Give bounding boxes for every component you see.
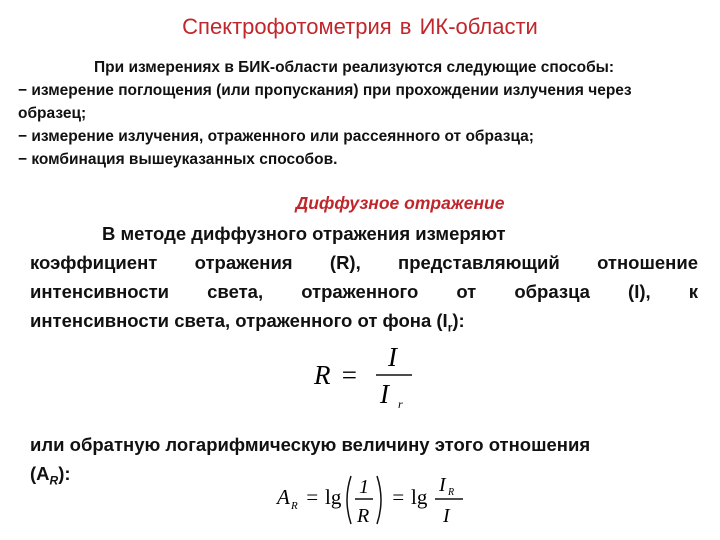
formula-denominator: R [357,505,370,527]
formula-subscript: r [398,397,403,411]
formula-lg: lg [325,485,342,509]
paragraph-line: В методе диффузного отражения измеряют [102,223,506,244]
paragraph-line: или обратную логарифмическую величину этого отношения [30,434,591,455]
paragraph-line: интенсивности света, отраженного от образца (I), к [30,281,698,302]
intro-item: − комбинация вышеуказанных способов. [18,151,338,168]
section-title: Диффузное отражение [295,193,505,213]
formula-numerator: 1 [359,476,369,498]
formula-subscript: R [291,500,298,512]
formula-lhs: A [277,485,290,509]
right-paren [377,476,381,524]
paragraph-text: (A [30,463,50,484]
reflectance-formula [312,341,422,411]
method-paragraph [30,219,698,343]
formula-equals: = [391,485,406,509]
formula-equals: = [305,485,320,509]
paragraph-line [30,306,698,343]
slide-title: Спектрофотометрия в ИК-области [182,14,538,39]
formula-lg: lg [411,485,428,509]
paragraph-text: ): [58,463,71,484]
formula-subscript: R [448,487,455,498]
paragraph-text: интенсивности света, отраженного от фона (I [30,310,448,331]
intro-item: − измерение излучения, отраженного или рассеянного от образца; [18,128,534,145]
intro-lead: При измерениях в БИК-области реализуются следующие способы: [94,59,615,76]
intro-block [18,56,688,171]
formula-numerator: I [439,474,446,496]
paragraph-text: ): [452,310,465,331]
subscript: r [447,320,453,335]
formula-denominator: I [443,505,450,527]
left-paren [347,476,351,524]
intro-item: − измерение поглощения (или пропускания) при прохождении излучения через образец; [18,82,632,122]
formula-denominator: I [380,379,389,409]
subscript: R [49,473,59,488]
formula-equals: = [340,360,359,390]
formula-lhs: R [314,360,331,390]
paragraph-line: коэффициент отражения (R), представляющий отношение [30,252,698,273]
absorbance-formula [275,466,475,536]
formula-numerator: I [388,342,397,372]
